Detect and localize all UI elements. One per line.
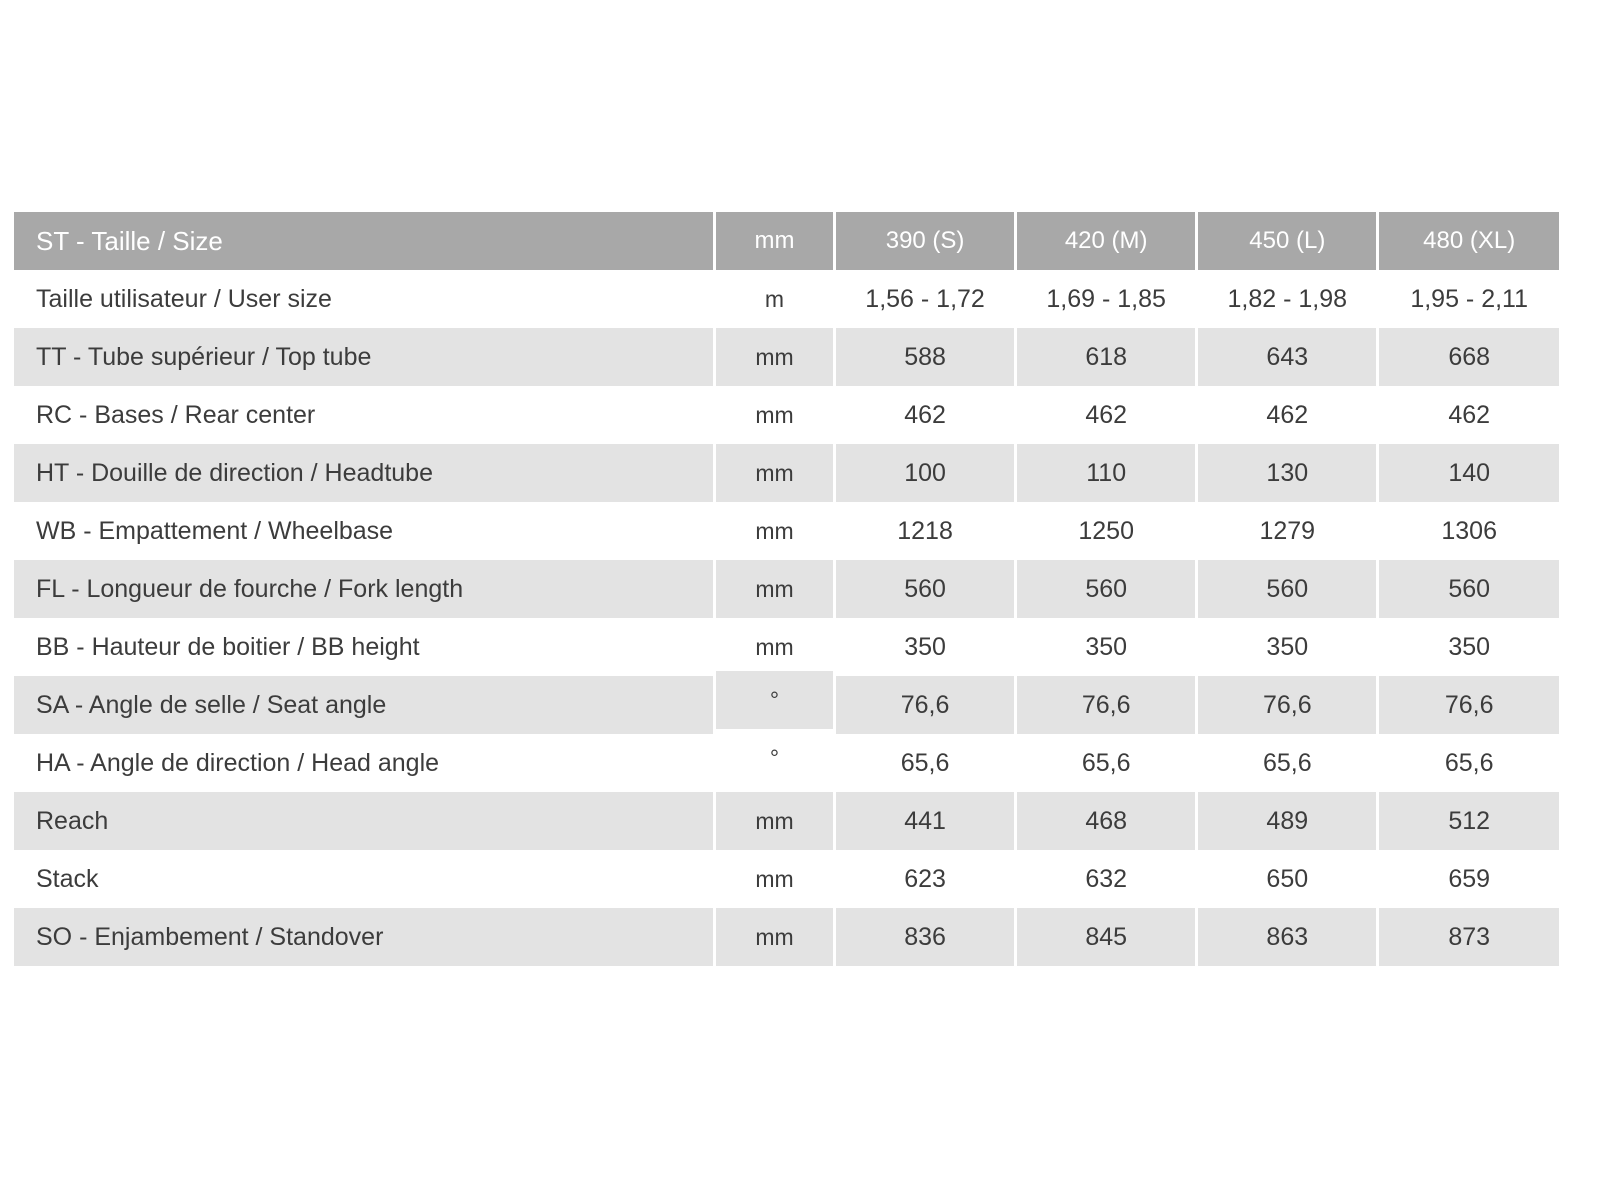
row-unit: ° [714,729,834,787]
table-row [14,908,1559,966]
row-label: TT - Tube supérieur / Top tube [14,328,714,386]
row-unit: m [714,270,834,328]
row-value-450: 560 [1197,560,1378,618]
table-row [14,386,1559,444]
row-value-420: 845 [1016,908,1197,966]
row-label: HA - Angle de direction / Head angle [14,734,714,792]
table-row [14,734,1559,792]
table-row [14,850,1559,908]
row-value-480: 1306 [1378,502,1559,560]
row-value-390: 76,6 [835,676,1016,734]
row-value-480: 873 [1378,908,1559,966]
row-value-420: 76,6 [1016,676,1197,734]
row-label: Reach [14,792,714,850]
row-value-480: 1,95 - 2,11 [1378,270,1559,328]
table-row [14,444,1559,502]
row-value-450: 65,6 [1197,734,1378,792]
row-unit: mm [714,850,834,908]
row-value-450: 350 [1197,618,1378,676]
row-value-480: 65,6 [1378,734,1559,792]
row-value-390: 560 [835,560,1016,618]
row-label: Taille utilisateur / User size [14,270,714,328]
row-value-390: 65,6 [835,734,1016,792]
row-value-450: 1,82 - 1,98 [1197,270,1378,328]
table-row [14,560,1559,618]
row-value-390: 350 [835,618,1016,676]
row-value-390: 623 [835,850,1016,908]
row-value-390: 1218 [835,502,1016,560]
row-value-390: 836 [835,908,1016,966]
table-body [14,270,1559,966]
table-row [14,792,1559,850]
row-value-420: 1,69 - 1,85 [1016,270,1197,328]
row-unit: mm [714,560,834,618]
row-unit: mm [714,618,834,676]
header-size-390: 390 (S) [835,212,1016,270]
geometry-table-container [14,212,1559,966]
table-row [14,502,1559,560]
row-label: HT - Douille de direction / Headtube [14,444,714,502]
row-value-420: 560 [1016,560,1197,618]
row-label: BB - Hauteur de boitier / BB height [14,618,714,676]
header-size-450: 450 (L) [1197,212,1378,270]
table-row [14,676,1559,734]
table-row [14,270,1559,328]
row-value-390: 462 [835,386,1016,444]
row-value-480: 668 [1378,328,1559,386]
row-label: SA - Angle de selle / Seat angle [14,676,714,734]
row-value-420: 110 [1016,444,1197,502]
header-size-480: 480 (XL) [1378,212,1559,270]
row-label: FL - Longueur de fourche / Fork length [14,560,714,618]
table-row [14,618,1559,676]
row-value-480: 659 [1378,850,1559,908]
row-value-420: 350 [1016,618,1197,676]
row-value-390: 100 [835,444,1016,502]
row-label: SO - Enjambement / Standover [14,908,714,966]
row-unit: mm [714,444,834,502]
row-value-420: 632 [1016,850,1197,908]
row-value-480: 350 [1378,618,1559,676]
row-label: RC - Bases / Rear center [14,386,714,444]
row-value-450: 643 [1197,328,1378,386]
header-size-420: 420 (M) [1016,212,1197,270]
row-value-480: 140 [1378,444,1559,502]
row-value-450: 130 [1197,444,1378,502]
header-size-label: ST - Taille / Size [14,212,714,270]
row-unit: ° [714,671,834,729]
row-value-420: 468 [1016,792,1197,850]
row-value-480: 512 [1378,792,1559,850]
row-value-450: 1279 [1197,502,1378,560]
row-value-480: 560 [1378,560,1559,618]
row-unit: mm [714,502,834,560]
table-header [14,212,1559,270]
row-value-390: 441 [835,792,1016,850]
row-unit: mm [714,908,834,966]
row-value-480: 462 [1378,386,1559,444]
row-unit: mm [714,792,834,850]
header-unit: mm [714,212,834,270]
row-unit: mm [714,328,834,386]
table-row [14,328,1559,386]
row-value-450: 650 [1197,850,1378,908]
row-value-450: 462 [1197,386,1378,444]
table-header-row [14,212,1559,270]
row-value-420: 618 [1016,328,1197,386]
row-value-390: 1,56 - 1,72 [835,270,1016,328]
row-value-450: 863 [1197,908,1378,966]
row-value-420: 1250 [1016,502,1197,560]
row-value-450: 489 [1197,792,1378,850]
row-value-420: 65,6 [1016,734,1197,792]
row-value-450: 76,6 [1197,676,1378,734]
row-label: Stack [14,850,714,908]
geometry-table [14,212,1559,966]
row-value-390: 588 [835,328,1016,386]
row-label: WB - Empattement / Wheelbase [14,502,714,560]
row-value-420: 462 [1016,386,1197,444]
row-value-480: 76,6 [1378,676,1559,734]
row-unit: mm [714,386,834,444]
